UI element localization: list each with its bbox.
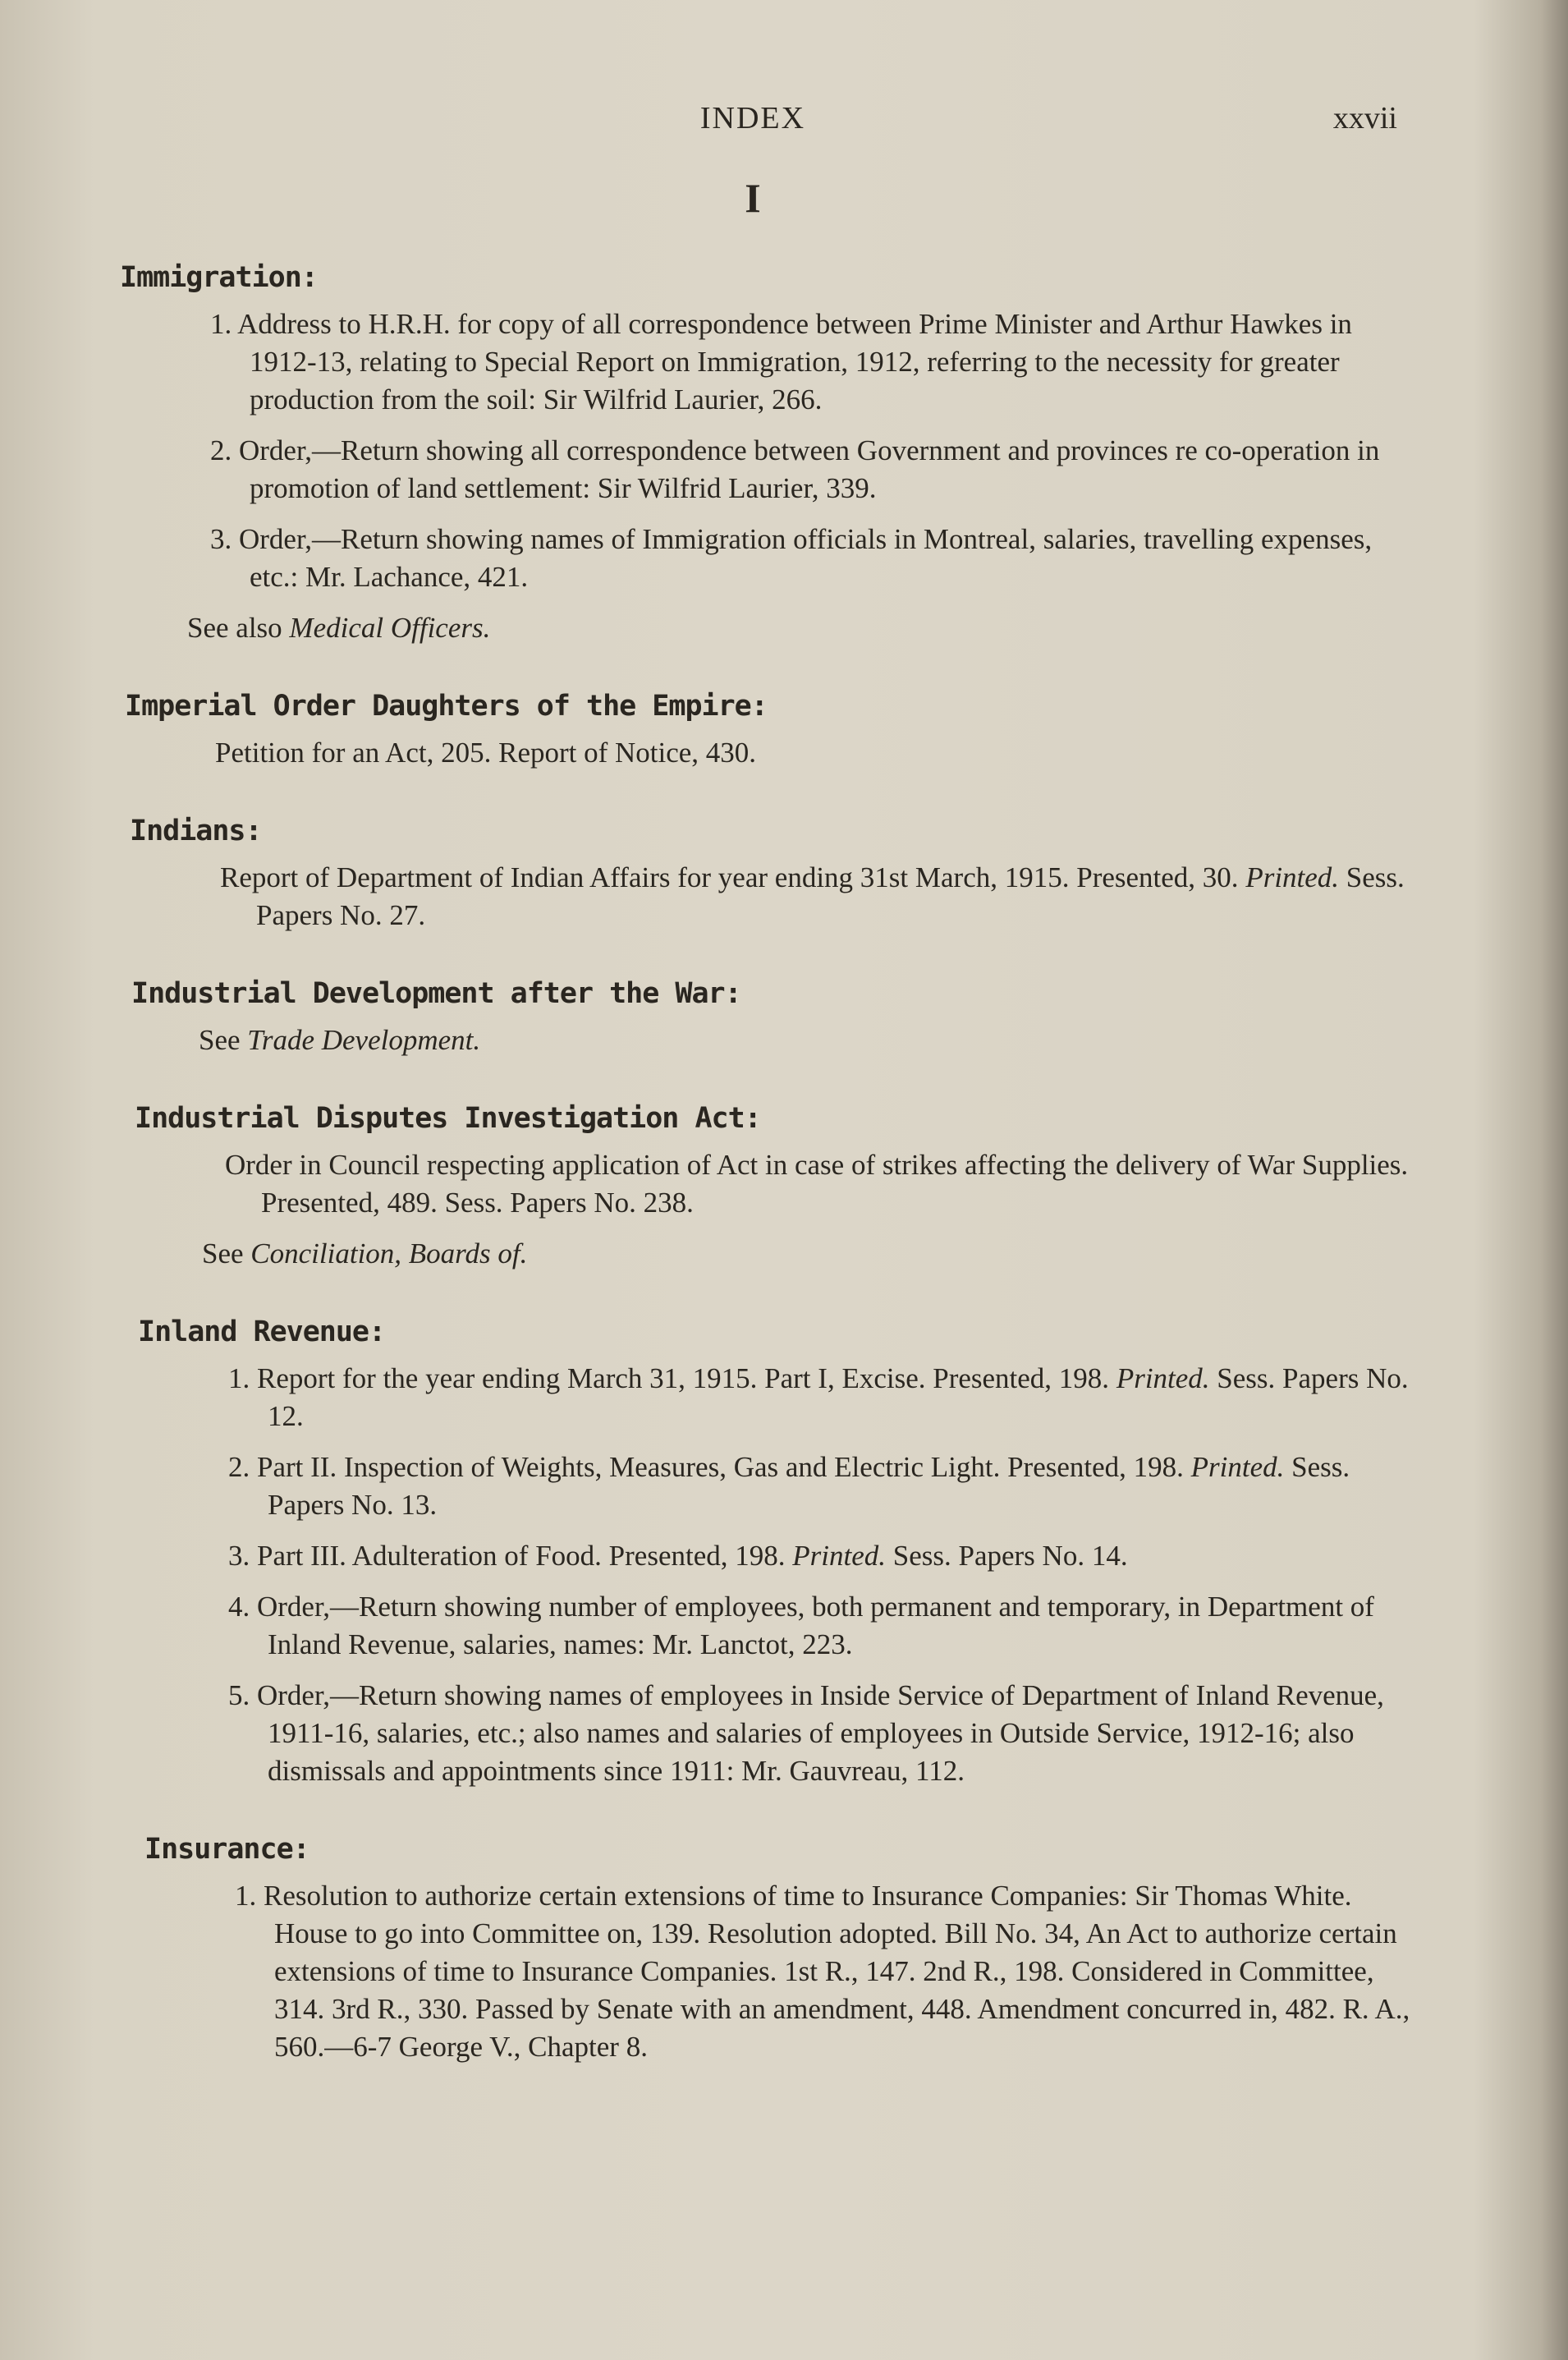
entry-text-before: Report of Department of Indian Affairs for year ending 31st March, 1915. Presented, 30. (220, 861, 1239, 893)
item-text: 1. Report for the year ending March 31, 1915. Part I, Excise. Presented, 198. (228, 1362, 1110, 1394)
see-prefix: See also (187, 612, 282, 644)
page-number: xxvii (1332, 101, 1397, 135)
item-text-after: Sess. Papers No. 14. (892, 1540, 1128, 1572)
entry-heading: Indians: (130, 815, 262, 847)
item-italic: Printed. (1190, 1451, 1285, 1483)
entry-text: Petition for an Act, 205. Report of Notice, 430. (215, 737, 757, 769)
index-entry-imperial-order-daughters (125, 690, 1425, 772)
index-entry-industrial-disputes (135, 1102, 1425, 1273)
item-text-after: Sess. Papers No. 13. (268, 1451, 1350, 1521)
entry-heading: Imperial Order Daughters of the Empire: (125, 690, 768, 723)
list-item (138, 1360, 1425, 1435)
see-reference: Conciliation, Boards of. (250, 1237, 528, 1270)
index-entry-indians (130, 815, 1425, 934)
see-reference-line (131, 1022, 1425, 1059)
item-text: 5. Order,—Return showing names of employees in Inside Service of Department of Inland Revenue, 1911-16, salaries, etc.; also names and salaries of employees in Outside Service, 1912-16; also dismissals and appointments since 1911: Mr. Gauvreau, 112. (228, 1679, 1384, 1787)
list-item (138, 1677, 1425, 1790)
book-spine-shadow (1540, 0, 1568, 2360)
list-item (138, 1537, 1425, 1575)
item-text: 4. Order,—Return showing number of employees, both permanent and temporary, in Department of Inland Revenue, salaries, names: Mr. Lanctot, 223. (228, 1591, 1374, 1660)
list-item: 1. Resolution to authorize certain extensions of time to Insurance Companies: Sir Thomas White. House to go into Committee on, 139. Resolution adopted. Bill No. 34, An Act to authorize certain extensions of time to Insurance Companies. 1st R., 147. 2nd R., 198. Considered in Committee, 314. 3rd R., 330. Passed by Senate with an amendment, 448. Amendment concurred in, 482. R. A., 560.—6-7 George V., Chapter 8. (235, 1880, 1410, 2063)
running-head: INDEX (699, 101, 806, 135)
see-prefix: See (202, 1237, 244, 1270)
item-text-after: Sess. Papers No. 12. (268, 1362, 1409, 1432)
see-prefix: See (199, 1024, 241, 1056)
item-text: 3. Part III. Adulteration of Food. Presented, 198. (228, 1540, 786, 1572)
see-reference-line (135, 1235, 1425, 1273)
entry-heading: Insurance: (144, 1833, 309, 1866)
entry-text-italic: Printed. (1245, 861, 1340, 893)
list-item (138, 1449, 1425, 1524)
item-text: 2. Part II. Inspection of Weights, Measures, Gas and Electric Light. Presented, 198. (228, 1451, 1184, 1483)
entry-heading: Inland Revenue: (138, 1315, 386, 1348)
entry-text (130, 859, 1425, 934)
index-entry-inland-revenue (138, 1315, 1425, 1790)
list-item: 3. Order,—Return showing names of Immigration officials in Montreal, salaries, travelling expenses, etc.: Mr. Lachance, 421. (210, 523, 1373, 593)
see-reference: Trade Development. (247, 1024, 481, 1056)
entry-text: Order in Council respecting application of Act in case of strikes affecting the delivery of War Supplies. Presented, 489. Sess. Papers No. 238. (225, 1149, 1409, 1219)
entry-heading: Industrial Development after the War: (131, 977, 741, 1010)
entry-text-after: Sess. Papers No. 27. (256, 861, 1405, 931)
see-also-reference (120, 609, 1425, 647)
entry-heading: Immigration: (120, 261, 318, 294)
entry-heading: Industrial Disputes Investigation Act: (135, 1102, 761, 1135)
list-item: 1. Address to H.R.H. for copy of all correspondence between Prime Minister and Arthur Hawkes in 1912-13, relating to Special Report on Immigration, 1912, referring to the necessity for greater production from the soil: Sir Wilfrid Laurier, 266. (210, 308, 1352, 416)
section-letter: I (745, 175, 761, 221)
item-italic: Printed. (792, 1540, 886, 1572)
index-entry-immigration (120, 261, 1425, 647)
list-item: 2. Order,—Return showing all correspondence between Government and provinces re co-operation in promotion of land settlement: Sir Wilfrid Laurier, 339. (210, 434, 1380, 504)
item-italic: Printed. (1116, 1362, 1210, 1394)
see-reference: Medical Officers. (289, 612, 491, 644)
index-entry-industrial-development (131, 977, 1425, 1059)
index-entry-insurance (144, 1833, 1425, 2066)
index-content (120, 261, 1425, 2109)
page-header (0, 100, 1568, 141)
list-item (138, 1588, 1425, 1664)
